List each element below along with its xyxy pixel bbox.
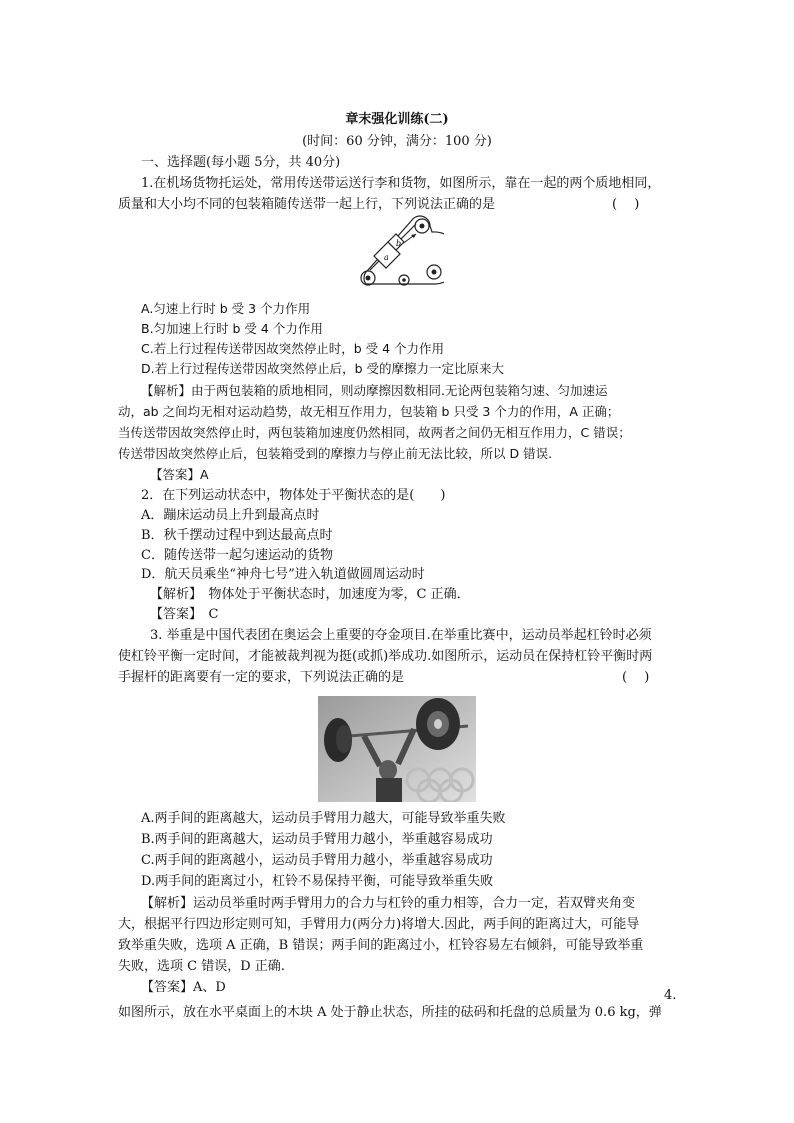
q2-option-a: A．蹦床运动员上升到最高点时 bbox=[141, 508, 320, 523]
q1-option-c: C.若上行过程传送带因故突然停止时，b 受 4 个力作用 bbox=[141, 341, 445, 356]
q4-number: 4. bbox=[664, 988, 677, 1003]
q3-stem-line3: 手握杆的距离要有一定的要求，下列说法正确的是 bbox=[118, 670, 405, 685]
q1-analysis-line3: 当传送带因故突然停止时，两包装箱加速度仍然相同，故两者之间仍无相互作用力，C 错误； bbox=[118, 425, 631, 440]
page-subtitle: (时间：60 分钟，满分：100 分) bbox=[302, 134, 492, 149]
q1-analysis-line1: 【解析】由于两包装箱的质地相同，则动摩擦因数相同.无论两包装箱匀速、匀加速运 bbox=[141, 383, 608, 398]
conveyor-belt-figure bbox=[354, 214, 444, 294]
q2-option-c: C．随传送带一起匀速运动的货物 bbox=[141, 548, 333, 563]
q2-analysis: 【解析】 物体处于平衡状态时，加速度为零，C 正确． bbox=[150, 587, 470, 602]
q3-stem-line1: 3. 举重是中国代表团在奥运会上重要的夺金项目.在举重比赛中，运动员举起杠铃时必须 bbox=[150, 628, 652, 643]
q1-option-d: D.若上行过程传送带因故突然停止后，b 受的摩擦力一定比原来大 bbox=[141, 361, 505, 376]
q2-stem: 2．在下列运动状态中，物体处于平衡状态的是( ) bbox=[141, 488, 446, 503]
q1-option-a: A.匀速上行时 b 受 3 个力作用 bbox=[141, 301, 311, 316]
q1-analysis-line2: 动，ab 之间均无相对运动趋势，故无相互作用力，包装箱 b 只受 3 个力的作用，A 正确； bbox=[118, 404, 620, 419]
page-title: 章末强化训练(二) bbox=[345, 112, 449, 127]
q3-answer: 【答案】A、D bbox=[141, 980, 226, 995]
q3-analysis-line4: 失败，选项 C 错误，D 正确. bbox=[118, 959, 285, 974]
q3-analysis-line3: 致举重失败，选项 A 正确，B 错误；两手间的距离过小，杠铃容易左右倾斜，可能导致举重 bbox=[118, 938, 644, 953]
q1-stem-line2: 质量和大小均不同的包装箱随传送带一起上行，下列说法正确的是 bbox=[118, 197, 496, 212]
q2-answer: 【答案】 C bbox=[150, 607, 219, 622]
q3-option-c: C.两手间的距离越小，运动员手臂用力越小，举重越容易成功 bbox=[141, 853, 493, 868]
section-heading: 一、选择题(每小题 5分，共 40分) bbox=[141, 155, 341, 170]
box-b-label: b bbox=[396, 239, 402, 248]
box-a-label: a bbox=[384, 253, 389, 262]
q3-option-a: A.两手间的距离越大，运动员手臂用力越大，可能导致举重失败 bbox=[141, 811, 506, 826]
q2-option-d: D．航天员乘坐“神舟七号”进入轨道做圆周运动时 bbox=[141, 567, 425, 582]
q1-answer: 【答案】A bbox=[150, 467, 209, 482]
q1-analysis-line4: 传送带因故突然停止后，包装箱受到的摩擦力与停止前无法比较，所以 D 错误. bbox=[118, 446, 553, 461]
q3-analysis-line2: 大，根据平行四边形定则可知，手臂用力(两分力)将增大.因此，两手间的距离过大，可能导 bbox=[118, 917, 640, 932]
q3-analysis-line1: 【解析】运动员举重时两手臂用力的合力与杠铃的重力相等，合力一定，若双臂夹角变 bbox=[141, 896, 636, 911]
q3-stem-line2: 使杠铃平衡一定时间，才能被裁判视为挺(或抓)举成功.如图所示，运动员在保持杠铃平衡时两 bbox=[118, 649, 653, 664]
q3-option-b: B.两手间的距离越大，运动员手臂用力越小，举重越容易成功 bbox=[141, 832, 493, 847]
q3-answer-paren: ( ) bbox=[622, 670, 650, 685]
weightlifter-photo bbox=[318, 696, 476, 802]
q3-option-d: D.两手间的距离过小，杠铃不易保持平衡，可能导致举重失败 bbox=[141, 874, 494, 889]
q4-stem-line1: 如图所示，放在水平桌面上的木块 A 处于静止状态，所挂的砝码和托盘的总质量为 0.6 kg，弹 bbox=[118, 1005, 662, 1020]
q1-stem-line1: 1.在机场货物托运处，常用传送带运送行李和货物，如图所示，靠在一起的两个质地相同， bbox=[141, 176, 661, 191]
q2-option-b: B．秋千摆动过程中到达最高点时 bbox=[141, 528, 333, 543]
q1-answer-paren: ( ) bbox=[612, 197, 640, 212]
q1-option-b: B.匀加速上行时 b 受 4 个力作用 bbox=[141, 321, 323, 336]
